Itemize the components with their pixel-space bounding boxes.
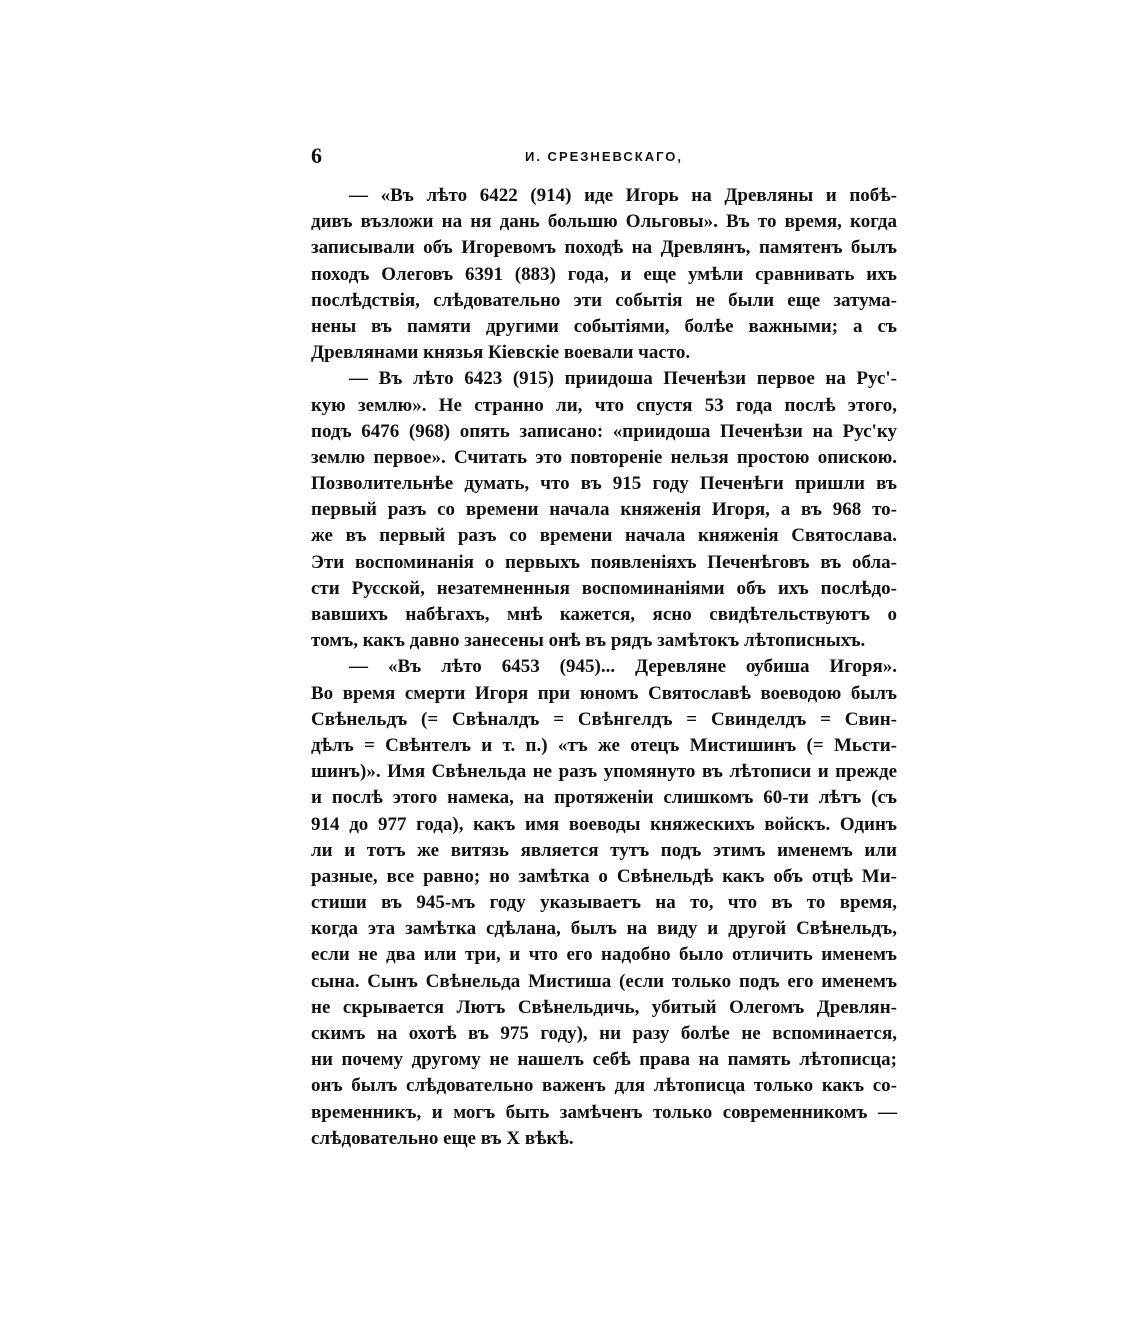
- text-line: — Въ лѣто 6423 (915) приидоша Печенѣзи первое на Рус'-: [349, 368, 897, 390]
- text-line: дѣлъ = Свѣнтелъ и т. п.) «тъ же отецъ Мистишинъ (= Мьсти-: [311, 734, 897, 756]
- text-line: томъ, какъ давно занесены онѣ въ рядъ замѣтокъ лѣтописныхъ.: [311, 630, 866, 652]
- text-line: вавшихъ набѣгахъ, мнѣ кажется, ясно свидѣтельствуютъ о: [311, 604, 897, 625]
- text-line: нены въ памяти другими событіями, болѣе важными; а съ: [311, 315, 897, 337]
- text-line: временникъ, и могъ быть замѣченъ только современникомъ —: [311, 1101, 897, 1123]
- text-line: кую землю». Не странно ли, что спустя 53 года послѣ этого,: [311, 394, 897, 416]
- page-header: [311, 143, 897, 173]
- text-line: Древлянами князья Кіевскіе воевали часто.: [311, 342, 691, 364]
- text-line: когда эта замѣтка сдѣлана, былъ на виду и другой Свѣнельдъ,: [311, 918, 897, 940]
- paragraph: [311, 366, 897, 654]
- text-line: стиши въ 945-мъ году указываетъ на то, что въ то время,: [311, 892, 897, 914]
- text-line: скимъ на охотѣ въ 975 году), ни разу болѣе не вспоминается,: [311, 1023, 897, 1044]
- text-line: Свѣнельдъ (= Свѣналдъ = Свѣнгелдъ = Свинделдъ = Свин-: [311, 708, 897, 730]
- text-line: дивъ възложи на ня дань большю Ольговы». Въ то время, когда: [311, 211, 897, 233]
- text-line: Во время смерти Игоря при юномъ Святославѣ воеводою былъ: [311, 682, 897, 704]
- text-line: же въ первый разъ со времени начала княженія Святослава.: [311, 525, 897, 547]
- text-line: Позволительнѣе думать, что въ 915 году Печенѣги пришли въ: [311, 473, 897, 495]
- text-line: — «Въ лѣто 6422 (914) иде Игорь на Древляны и побѣ-: [349, 185, 897, 206]
- text-line: землю первое». Считать это повтореніе нельзя простою опискою.: [311, 446, 897, 468]
- text-line: ли и тотъ же витязь является тутъ подъ этимъ именемъ или: [311, 839, 897, 861]
- text-line: 914 до 977 года), какъ имя воеводы княжескихъ войскъ. Одинъ: [311, 813, 897, 835]
- text-line: не скрывается Лютъ Свѣнельдичь, убитый Олегомъ Древлян-: [311, 996, 897, 1018]
- text-line: Эти воспоминанія о первыхъ появленіяхъ Печенѣговъ въ обла-: [311, 551, 897, 573]
- text-line: и послѣ этого намека, на протяженіи слишкомъ 60-ти лѣтъ (съ: [311, 787, 897, 809]
- text-line: разные, все равно; но замѣтка о Свѣнельдѣ какъ объ отцѣ Ми-: [311, 865, 897, 887]
- text-line: ни почему другому не нашелъ себѣ права на память лѣтописца;: [311, 1049, 897, 1071]
- text-line: слѣдовательно еще въ X вѣкѣ.: [311, 1127, 574, 1149]
- text-line: онъ былъ слѣдовательно важенъ для лѣтописца только какъ со-: [311, 1075, 897, 1097]
- text-line: послѣдствія, слѣдовательно эти событія не были еще затума-: [311, 289, 897, 311]
- text-line: — «Въ лѣто 6453 (945)... Деревляне ѹбиша Игоря».: [349, 656, 897, 678]
- paragraph: [311, 654, 897, 1152]
- paragraph: [311, 183, 897, 366]
- text-line: походъ Олеговъ 6391 (883) года, и еще умѣли сравнивать ихъ: [311, 263, 897, 285]
- text-line: если не два или три, и что его надобно было отличить именемъ: [311, 944, 897, 966]
- text-line: сына. Сынъ Свѣнельда Мистиша (если только подъ его именемъ: [311, 970, 897, 992]
- body-text: [311, 183, 897, 1152]
- text-line: записывали объ Игоревомъ походѣ на Древлянъ, памятенъ былъ: [311, 237, 897, 259]
- text-line: шинъ)». Имя Свѣнельда не разъ упомянуто въ лѣтописи и прежде: [311, 761, 897, 783]
- running-head: И. СРЕЗНЕВСКАГО,: [524, 149, 684, 164]
- text-line: первый разъ со времени начала княженія Игоря, а въ 968 то-: [311, 499, 897, 521]
- text-line: сти Русской, незатемненныя воспоминаніями объ ихъ послѣдо-: [311, 577, 897, 599]
- page-number: 6: [311, 143, 322, 168]
- text-line: подъ 6476 (968) опять записано: «приидоша Печенѣзи на Рус'ку: [311, 420, 897, 442]
